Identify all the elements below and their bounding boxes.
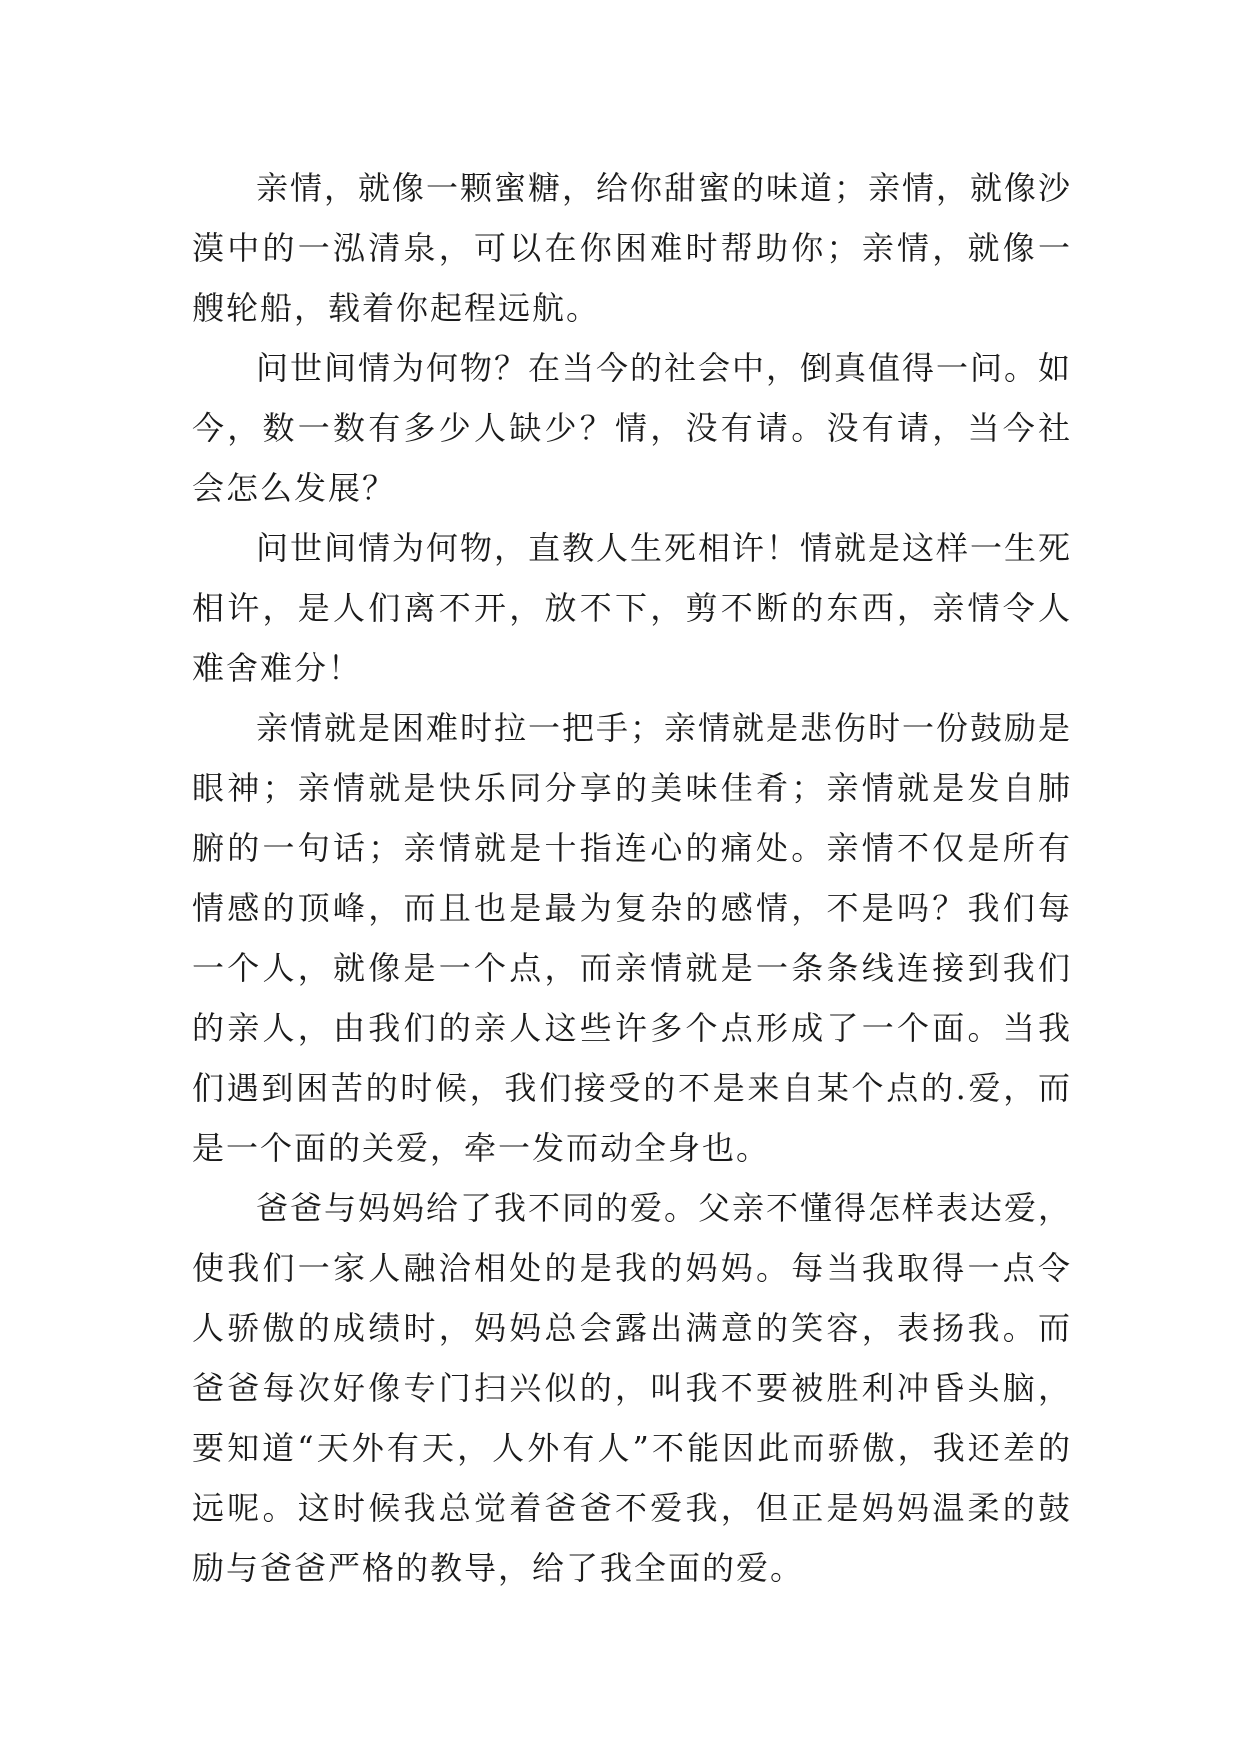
document-body: [192, 158, 1072, 1598]
paragraph-2: 问世间情为何物？在当今的社会中，倒真值得一问。如今，数一数有多少人缺少？情，没有请。没有请，当今社会怎么发展？: [192, 349, 1073, 507]
paragraph-5: 爸爸与妈妈给了我不同的爱。父亲不懂得怎样表达爱，使我们一家人融洽相处的是我的妈妈。每当我取得一点令人骄傲的成绩时，妈妈总会露出满意的笑容，表扬我。而爸爸每次好像专门扫兴似的，叫我不要被胜利冲昏头脑，要知道“天外有天，人外有人”不能因此而骄傲，我还差的远呢。这时候我总觉着爸爸不爱我，但正是妈妈温柔的鼓励与爸爸严格的教导，给了我全面的爱。: [192, 1189, 1073, 1587]
paragraph-3: 问世间情为何物，直教人生死相许！情就是这样一生死相许，是人们离不开，放不下，剪不断的东西，亲情令人难舍难分！: [192, 529, 1073, 687]
paragraph-1: 亲情，就像一颗蜜糖，给你甜蜜的味道；亲情，就像沙漠中的一泓清泉，可以在你困难时帮助你；亲情，就像一艘轮船，载着你起程远航。: [192, 169, 1073, 327]
paragraph-4: 亲情就是困难时拉一把手；亲情就是悲伤时一份鼓励是眼神；亲情就是快乐同分享的美味佳肴；亲情就是发自肺腑的一句话；亲情就是十指连心的痛处。亲情不仅是所有情感的顶峰，而且也是最为复杂的感情，不是吗？我们每一个人，就像是一个点，而亲情就是一条条线连接到我们的亲人，由我们的亲人这些许多个点形成了一个面。当我们遇到困苦的时候，我们接受的不是来自某个点的.爱，而是一个面的关爱，牵一发而动全身也。: [192, 709, 1073, 1167]
